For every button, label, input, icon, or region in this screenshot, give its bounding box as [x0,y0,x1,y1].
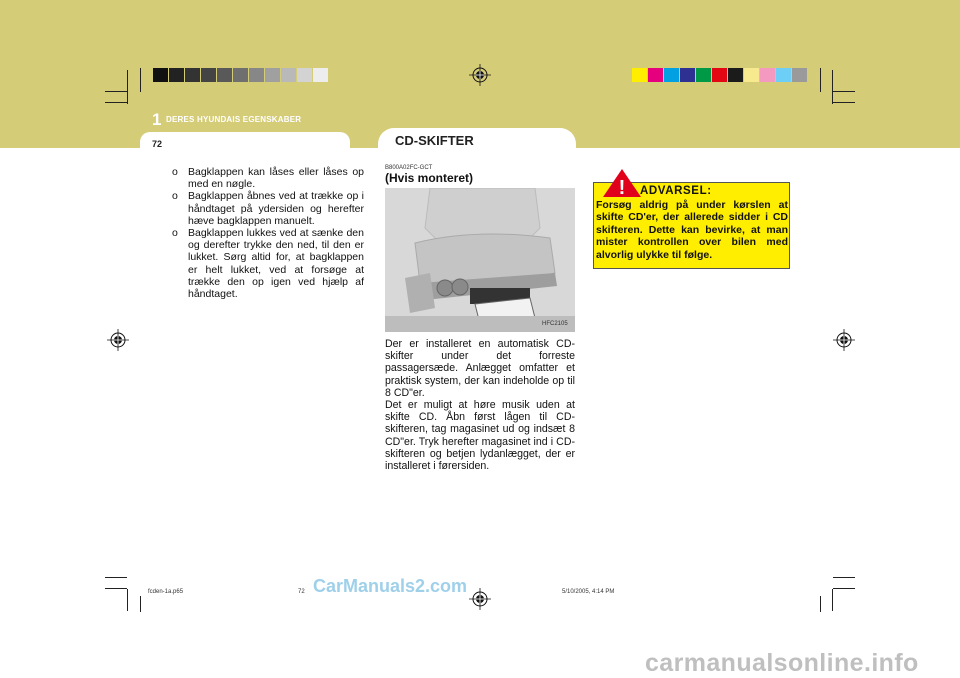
crop-mark [105,102,127,103]
registration-target-icon [469,64,491,86]
color-swatch [664,68,679,82]
color-swatch [169,68,184,82]
paragraph: Det er muligt at høre musik uden at skifte CD. Åbn først lågen til CD-skifteren, tag magasinet ud og indsæt 8 CD"er. Tryk herefter magasinet ind i CD-skifteren og betjen lydanlægget, der er installeret i førersiden. [385,399,575,473]
color-swatch [648,68,663,82]
color-swatch [281,68,296,82]
color-swatch [760,68,775,82]
crop-mark [820,68,821,92]
registration-target-icon [469,588,491,610]
registration-target-icon [833,329,855,351]
seat-cd-changer-photo [385,188,575,332]
crop-mark [833,91,855,92]
watermark-link[interactable]: CarManuals2.com [313,576,468,596]
paragraph: Der er installeret en automatisk CD-skifter under det forreste passagersæde. Anlægget omfatter et praktisk system, der kan indeholde op til 8 CD"er. [385,338,575,399]
section-code: B800A02FC-GCT [385,165,433,171]
chapter-number: 1 [152,110,162,129]
crop-mark [832,70,833,104]
list-item-text: Bagklappen åbnes ved at trække op i håndtaget på ydersiden og herefter hæve bagklappen manuelt. [188,190,364,227]
registration-target-icon [107,329,129,351]
page-tab-left [140,132,350,156]
crop-mark [820,596,821,612]
list-item [172,190,364,227]
crop-mark [105,577,127,578]
crop-mark [105,588,127,589]
color-swatch [792,68,807,82]
image-label: HFC2105 [542,321,568,327]
crop-mark [833,577,855,578]
chapter-title: DERES HYUNDAIS EGENSKABER [166,115,302,124]
color-swatch [233,68,248,82]
crop-mark [833,588,855,589]
color-swatch [632,68,647,82]
warning-title: ADVARSEL: [640,185,712,197]
footer-date: 5/10/2005, 4:14 PM [562,589,615,595]
section-title: CD-SKIFTER [395,133,474,148]
bullet-marker: o [172,166,178,178]
crop-mark [127,589,128,611]
color-swatch [217,68,232,82]
color-swatch-bar [632,68,808,82]
color-swatch [297,68,312,82]
crop-mark [833,102,855,103]
crop-mark [105,91,127,92]
section-subtitle: (Hvis monteret) [385,171,474,185]
color-swatch [201,68,216,82]
tailgate-instructions-list [172,166,364,300]
crop-mark [832,589,833,611]
list-item-text: Bagklappen lukkes ved at sænke den og derefter trykke den ned, til den er lukket. Sørg altid for, at bagklappen er helt lukket, ved at forsøge at trække den op igen ved hjælp af håndtaget. [188,227,364,301]
crop-mark [140,68,141,92]
footer-page: 72 [298,589,305,595]
crop-mark [140,596,141,612]
color-swatch [185,68,200,82]
car-seat-illustration [385,188,575,332]
color-swatch [249,68,264,82]
color-swatch [153,68,168,82]
page-number: 72 [152,139,163,149]
color-swatch [744,68,759,82]
cd-changer-description [385,338,575,472]
color-swatch [776,68,791,82]
bullet-marker: o [172,190,178,203]
footer-filename: fcden-1a.p65 [148,589,184,595]
color-swatch [313,68,328,82]
crop-mark [127,70,128,104]
warning-triangle-icon [602,168,642,198]
warning-text: Forsøg aldrig på under kørslen at skifte CD'er, der allerede sidder i CD skifteren. Dette kan bevirke, at man mister kontrollen over bilen med alvorlig ulykke til følge. [596,199,788,261]
color-swatch [680,68,695,82]
gray-swatch-bar [153,68,329,82]
color-swatch [728,68,743,82]
list-item [172,166,364,190]
color-swatch [696,68,711,82]
color-swatch [712,68,727,82]
color-swatch [265,68,280,82]
warning-exclamation: ! [618,177,626,198]
list-item-text: Bagklappen kan låses eller låses op med en nøgle. [188,166,364,191]
watermark-text[interactable]: carmanualsonline.info [645,649,919,677]
list-item [172,227,364,300]
bullet-marker: o [172,227,178,240]
